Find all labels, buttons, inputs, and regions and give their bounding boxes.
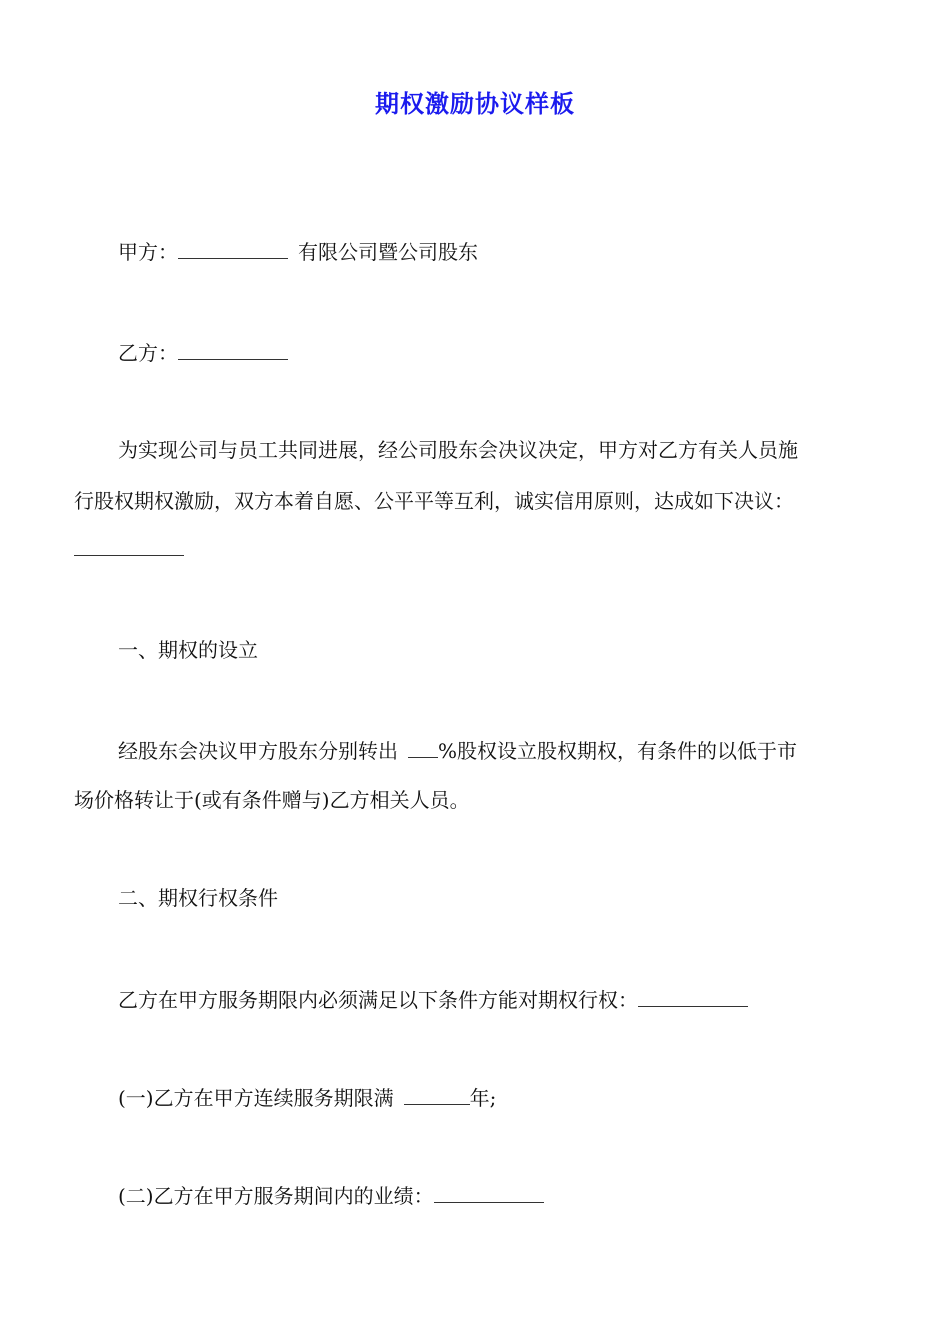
section-1-heading: 一、期权的设立 (118, 638, 258, 662)
party-b-line (118, 337, 288, 368)
section-2-item-2 (118, 1180, 544, 1211)
party-b-blank (178, 337, 288, 360)
party-b-label: 乙方： (118, 341, 178, 365)
party-a-blank (178, 236, 288, 259)
section-2-intro-text: 乙方在甲方服务期限内必须满足以下条件方能对期权行权： (118, 988, 638, 1012)
section-1-line-1-pre: 经股东会决议甲方股东分别转出 (118, 739, 398, 763)
condition-blank (638, 984, 748, 1007)
section-1-line-1 (118, 735, 797, 766)
section-2-item-2-text: (二)乙方在甲方服务期间内的业绩： (118, 1184, 434, 1208)
performance-blank (434, 1180, 544, 1203)
years-blank (404, 1082, 470, 1105)
percent-blank (408, 735, 438, 758)
section-2-intro (118, 984, 748, 1015)
preamble-blank-line (74, 533, 184, 564)
section-1-line-1-post: %股权设立股权期权，有条件的以低于市 (438, 739, 798, 763)
section-1-line-2: 场价格转让于(或有条件赠与)乙方相关人员。 (74, 788, 470, 812)
party-a-label: 甲方： (118, 240, 178, 264)
preamble-blank (74, 533, 184, 556)
section-2-heading: 二、期权行权条件 (118, 886, 278, 910)
preamble-line-1: 为实现公司与员工共同进展，经公司股东会决议决定，甲方对乙方有关人员施 (118, 438, 798, 462)
section-2-item-1 (118, 1082, 496, 1113)
section-2-item-1-pre: (一)乙方在甲方连续服务期限满 (118, 1086, 394, 1110)
party-a-suffix: 有限公司暨公司股东 (298, 240, 478, 264)
document-title: 期权激励协议样板 (375, 90, 575, 118)
section-2-item-1-post: 年; (469, 1086, 497, 1110)
party-a-line (118, 236, 478, 267)
preamble-line-2: 行股权期权激励，双方本着自愿、公平平等互利，诚实信用原则，达成如下决议： (74, 489, 794, 513)
